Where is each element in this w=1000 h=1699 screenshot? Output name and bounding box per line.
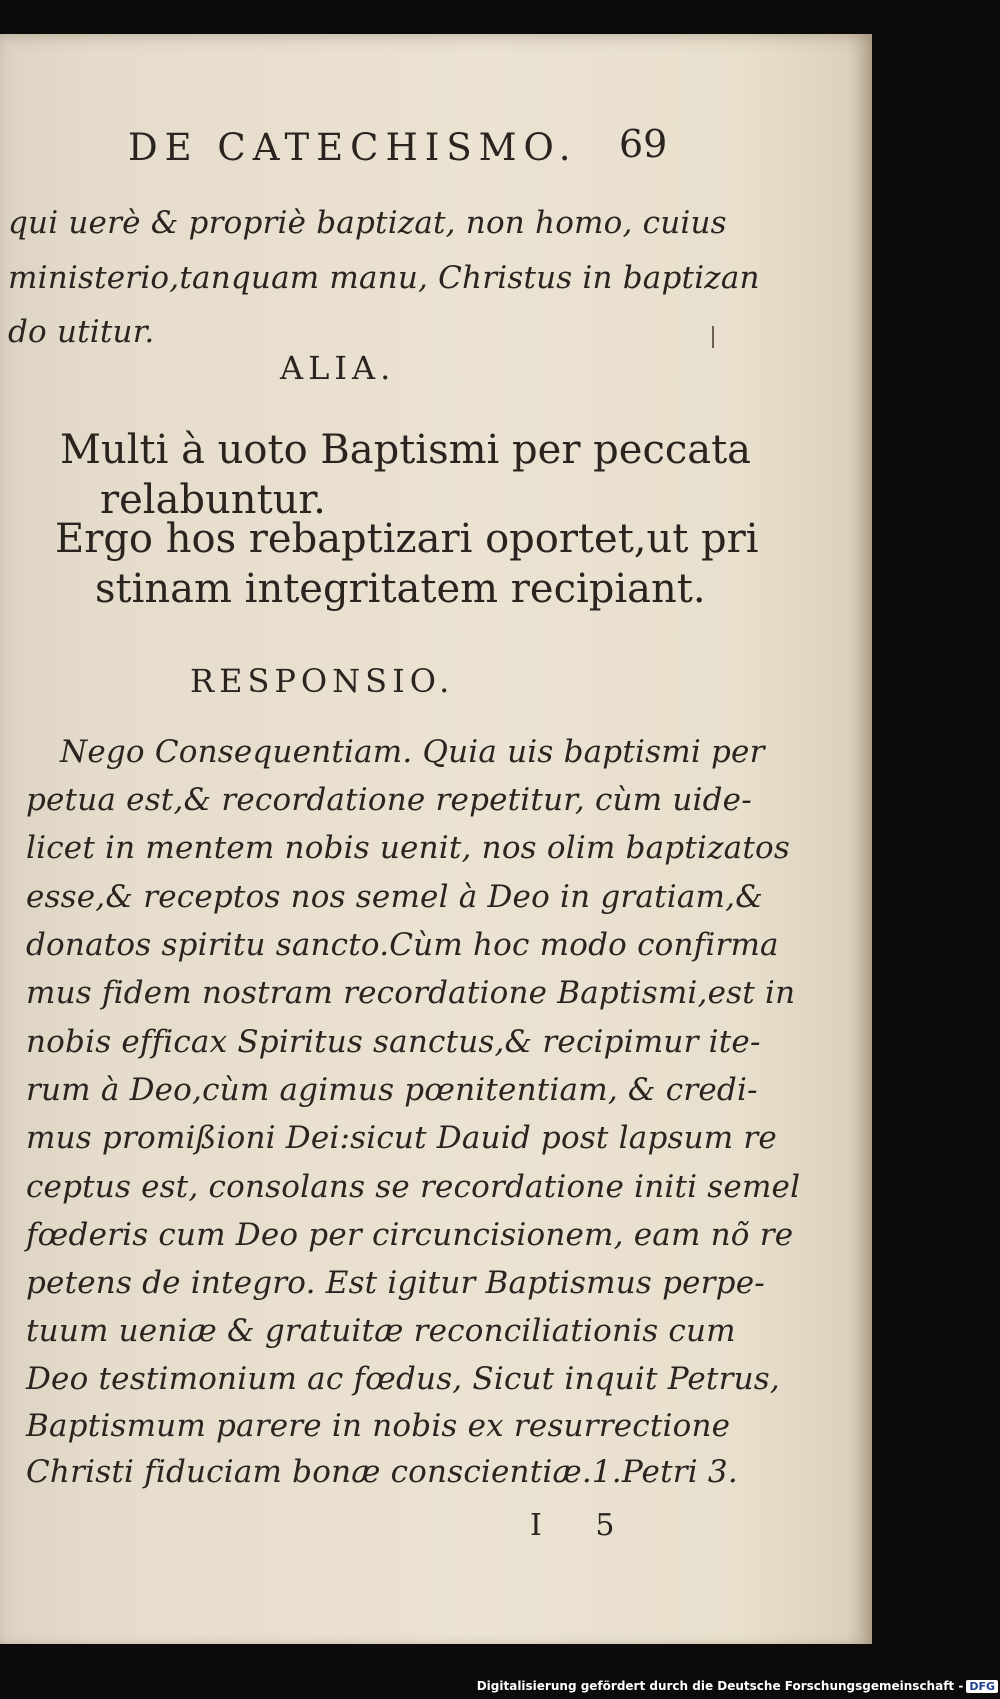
text-line: petua est,& recordatione repetitur, cùm uide- — [26, 782, 752, 818]
credit-text: Digitalisierung gefördert durch die Deutsche Forschungsgemeinschaft - — [476, 1679, 964, 1693]
signature-mark: I 5 — [530, 1508, 637, 1543]
running-title: DE CATECHISMO. — [128, 126, 578, 169]
text-line: donatos spiritu sancto.Cùm hoc modo confirma — [26, 927, 779, 963]
section-heading: ALIA. — [280, 349, 396, 387]
argument-line: Multi à uoto Baptismi per peccata — [60, 427, 752, 473]
text-line: nobis efficax Spiritus sanctus,& recipimur ite- — [26, 1024, 761, 1060]
text-line: qui uerè & propriè baptizat, non homo, cuius — [8, 205, 727, 241]
dfg-logo: DFG — [966, 1680, 998, 1693]
text-line: Christi fiduciam bonæ conscientiæ.1.Petri 3. — [26, 1454, 738, 1490]
argument-line: relabuntur. — [100, 477, 326, 523]
response-heading: RESPONSIO. — [190, 662, 455, 700]
text-line: ministerio,tanquam manu, Christus in baptizan — [8, 260, 760, 296]
text-line: esse,& receptos nos semel à Deo in gratiam,& — [26, 879, 763, 915]
text-line: do utitur. — [8, 314, 155, 350]
text-line: Nego Consequentiam. Quia uis baptismi per — [60, 734, 765, 770]
text-line: fœderis cum Deo per circuncisionem, eam nõ re — [26, 1217, 794, 1253]
argument-line: stinam integritatem recipiant. — [95, 566, 706, 612]
text-line: tuum ueniæ & gratuitæ reconciliationis cum — [26, 1313, 736, 1349]
text-line: rum à Deo,cùm agimus pœnitentiam, & credi- — [26, 1072, 758, 1108]
text-line: ceptus est, consolans se recordatione initi semel — [26, 1169, 801, 1205]
digitization-credit — [477, 1679, 998, 1693]
argument-line: Ergo hos rebaptizari oportet,ut pri — [55, 516, 759, 562]
text-line: Baptismum parere in nobis ex resurrectione — [26, 1408, 731, 1444]
text-line: mus promißioni Dei:sicut Dauid post lapsum re — [26, 1120, 777, 1156]
book-page — [0, 34, 872, 1644]
text-line: licet in mentem nobis uenit, nos olim baptizatos — [26, 830, 790, 866]
page-mark — [712, 326, 714, 348]
text-line: mus fidem nostram recordatione Baptismi,est in — [26, 975, 796, 1011]
text-line: Deo testimonium ac fœdus, Sicut inquit Petrus, — [26, 1361, 780, 1397]
page-number: 69 — [619, 122, 668, 166]
text-line: petens de integro. Est igitur Baptismus perpe- — [26, 1265, 765, 1301]
